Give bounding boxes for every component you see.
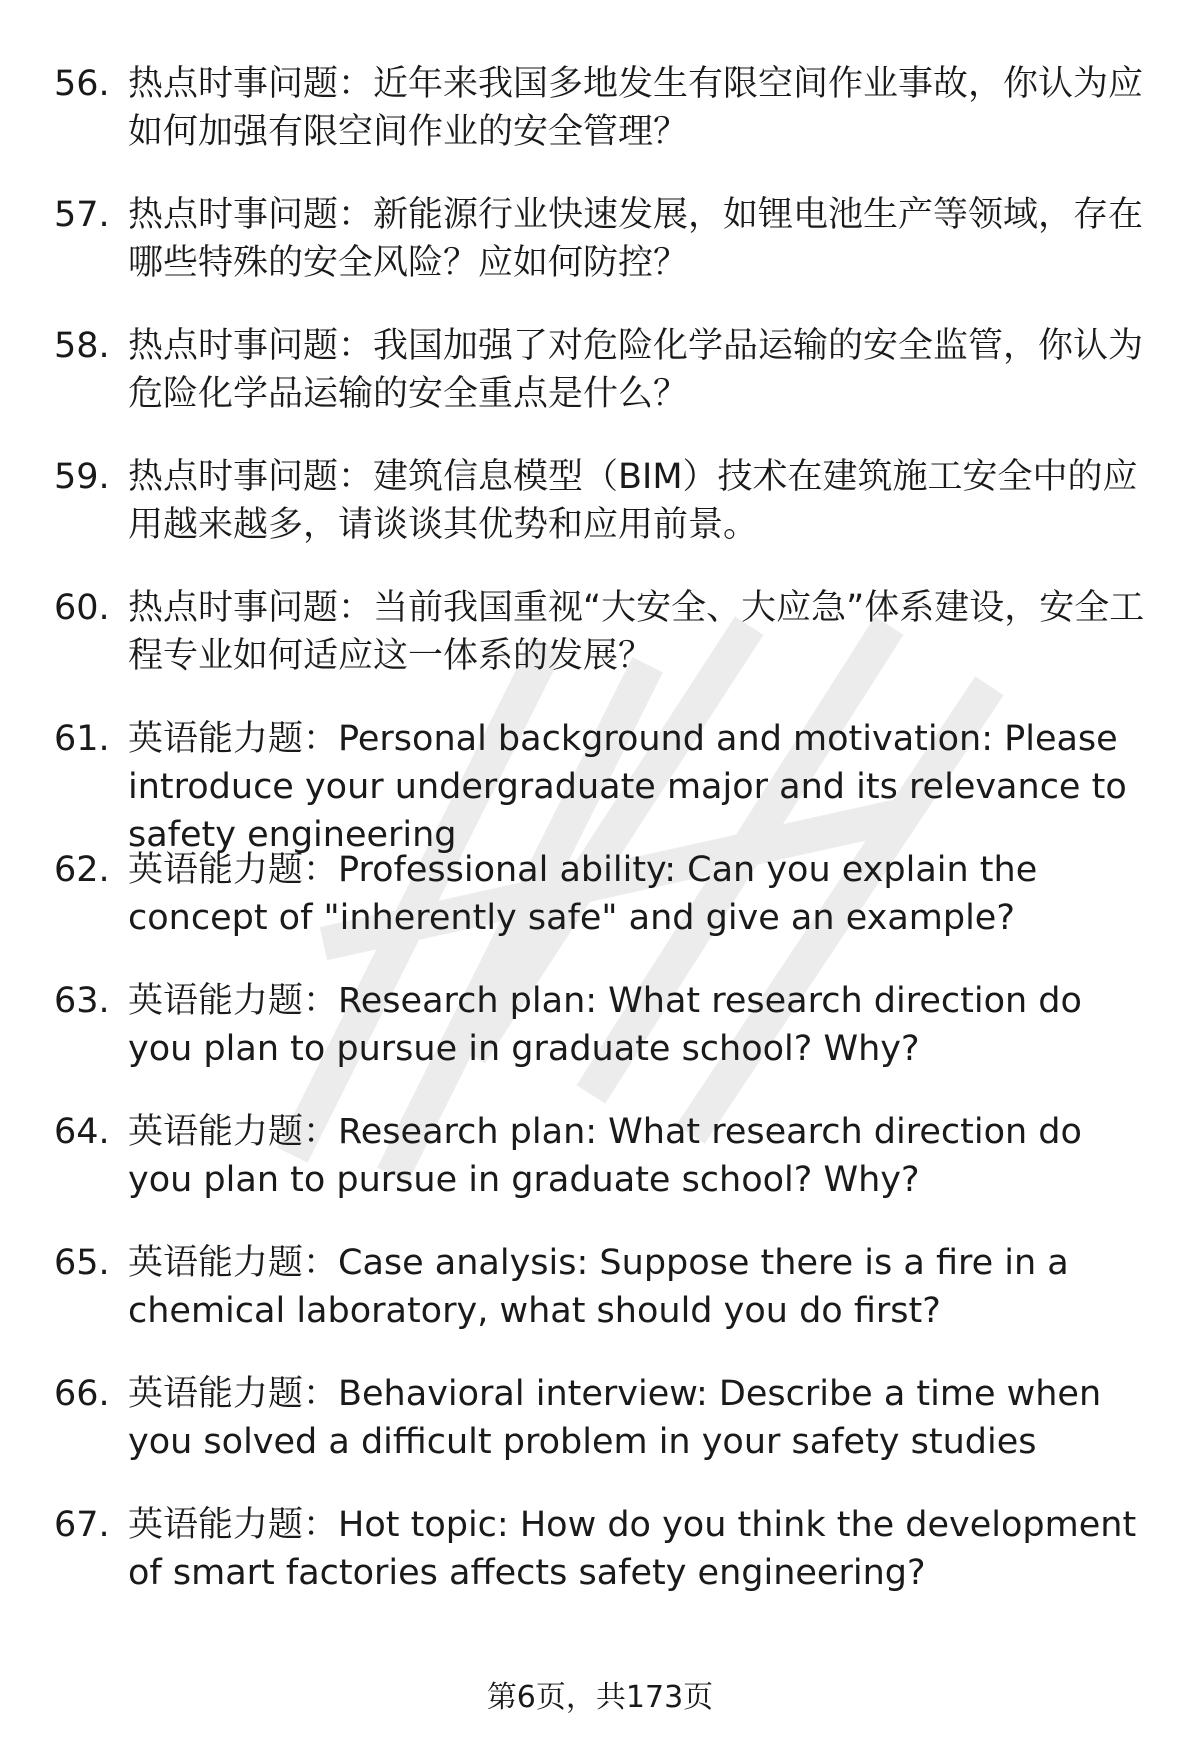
question-body: 近年来我国多地发生有限空间作业事故，你认为应如何加强有限空间作业的安全管理？ (128, 64, 1144, 152)
question-text (128, 1108, 1154, 1204)
question-text (128, 322, 1154, 418)
question-category: 英语能力题： (128, 1374, 339, 1414)
question-number: 65. (54, 1243, 110, 1283)
question-body: Case analysis: Suppose there is a fire in a chemical laboratory, what should you do first? (128, 1243, 1069, 1331)
question-body: Professional ability: Can you explain the concept of "inherently safe" and give an example? (128, 850, 1038, 938)
page-indicator: 第6页，共173页 (486, 1680, 714, 1715)
question-number: 61. (54, 719, 110, 759)
question-body: Research plan: What research direction do you plan to pursue in graduate school? Why? (128, 981, 1082, 1069)
question-text (128, 1239, 1154, 1335)
question-category: 英语能力题： (128, 1112, 339, 1152)
question-text (128, 1501, 1154, 1597)
question-number: 66. (54, 1374, 110, 1414)
question-category: 英语能力题： (128, 1505, 339, 1545)
question-category: 热点时事问题： (128, 326, 374, 366)
question-item (54, 453, 1154, 584)
question-category: 热点时事问题： (128, 195, 374, 235)
question-text (128, 584, 1154, 680)
question-number: 64. (54, 1112, 110, 1152)
question-number: 58. (54, 326, 110, 366)
question-number: 67. (54, 1505, 110, 1545)
question-body: 建筑信息模型（BIM）技术在建筑施工安全中的应用越来越多，请谈谈其优势和应用前景。 (128, 457, 1138, 545)
question-text (128, 977, 1154, 1073)
question-item (54, 584, 1154, 715)
question-text (128, 60, 1154, 156)
question-category: 英语能力题： (128, 850, 339, 890)
question-number: 56. (54, 64, 110, 104)
question-item (54, 846, 1154, 977)
question-item (54, 1108, 1154, 1239)
question-text (128, 1370, 1154, 1466)
question-category: 英语能力题： (128, 719, 339, 759)
question-item (54, 1370, 1154, 1501)
question-number: 62. (54, 850, 110, 890)
question-text (128, 846, 1154, 942)
question-number: 63. (54, 981, 110, 1021)
question-category: 英语能力题： (128, 1243, 339, 1283)
question-text (128, 715, 1154, 859)
question-category: 英语能力题： (128, 981, 339, 1021)
question-item (54, 1501, 1154, 1632)
question-item (54, 977, 1154, 1108)
question-body: 我国加强了对危险化学品运输的安全监管，你认为危险化学品运输的安全重点是什么？ (128, 326, 1144, 414)
question-item (54, 60, 1154, 191)
question-item (54, 715, 1154, 855)
question-body: Research plan: What research direction do you plan to pursue in graduate school? Why? (128, 1112, 1082, 1200)
question-number: 60. (54, 588, 110, 628)
question-body: Personal background and motivation: Please introduce your undergraduate major and its relevance to safety engineering (128, 719, 1127, 855)
question-number: 59. (54, 457, 110, 497)
question-item (54, 1239, 1154, 1370)
question-category: 热点时事问题： (128, 64, 374, 104)
question-text (128, 453, 1154, 549)
question-body: 新能源行业快速发展，如锂电池生产等领域，存在哪些特殊的安全风险？应如何防控？ (128, 195, 1144, 283)
question-item (54, 322, 1154, 453)
question-number: 57. (54, 195, 110, 235)
question-body: 当前我国重视“大安全、大应急”体系建设，安全工程专业如何适应这一体系的发展？ (128, 588, 1145, 676)
question-body: Behavioral interview: Describe a time when you solved a difficult problem in your safety studies (128, 1374, 1102, 1462)
question-item (54, 191, 1154, 322)
question-category: 热点时事问题： (128, 457, 374, 497)
question-text (128, 191, 1154, 287)
question-body: Hot topic: How do you think the development of smart factories affects safety engineering? (128, 1505, 1137, 1593)
question-list (54, 60, 1154, 1632)
question-category: 热点时事问题： (128, 588, 374, 628)
